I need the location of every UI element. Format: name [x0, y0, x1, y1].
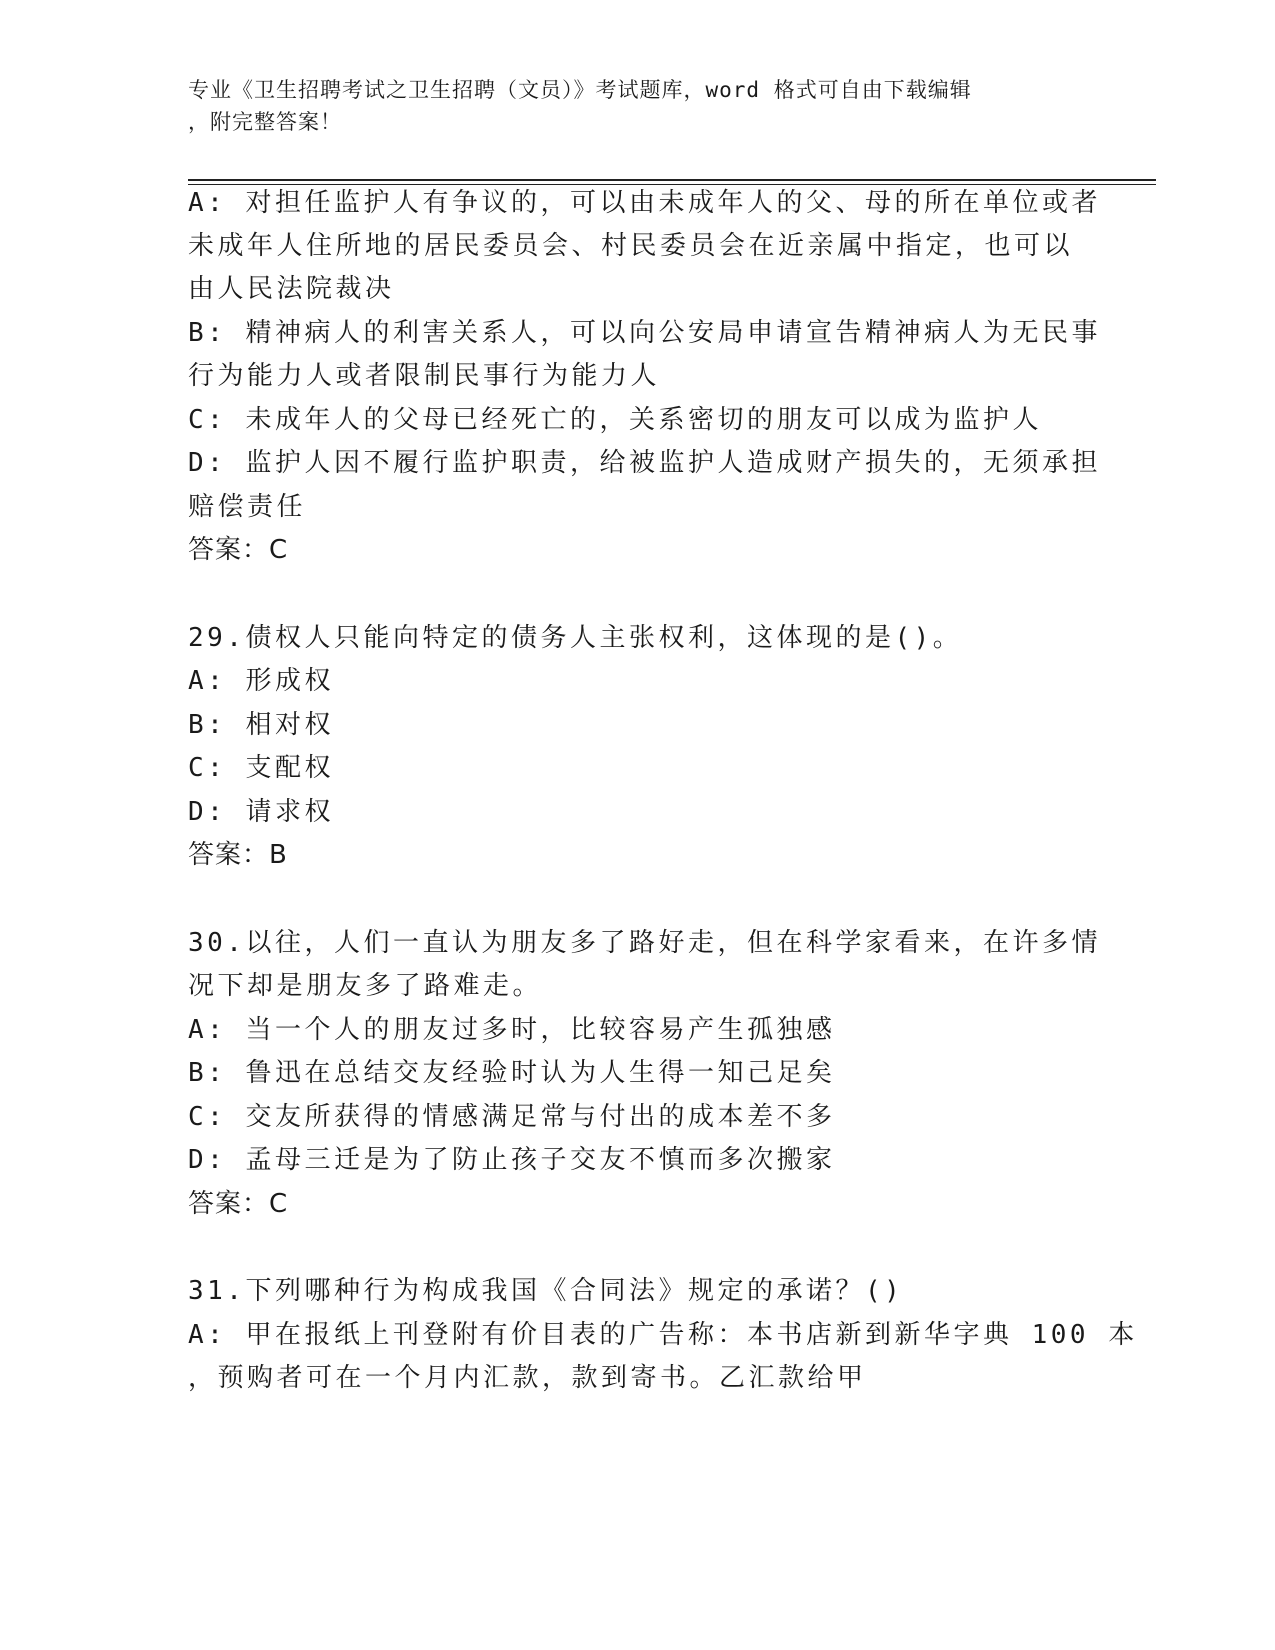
q28-answer: 答案：C: [188, 535, 289, 565]
q30-answer: 答案：C: [188, 1189, 289, 1219]
q31-option-a-line-1: A: 甲在报纸上刊登附有价目表的广告称：本书店新到新华字典 100 本: [188, 1320, 1138, 1350]
q28-option-a-line-2: 未成年人住所地的居民委员会、村民委员会在近亲属中指定，也可以: [188, 231, 1074, 261]
q30-question-line-2: 况下却是朋友多了路难走。: [188, 971, 543, 1001]
q28-option-b-line-2: 行为能力人或者限制民事行为能力人: [188, 361, 661, 391]
q31-option-a-line-2: ，预购者可在一个月内汇款，款到寄书。乙汇款给甲: [188, 1363, 867, 1393]
q30-option-c: C: 交友所获得的情感满足常与付出的成本差不多: [188, 1102, 836, 1132]
q28-option-a-line-1: A: 对担任监护人有争议的，可以由未成年人的父、母的所在单位或者: [188, 188, 1101, 218]
header-line-1: 专业《卫生招聘考试之卫生招聘（文员）》考试题库，word 格式可自由下载编辑: [188, 78, 972, 102]
q28-option-b-line-1: B: 精神病人的利害关系人，可以向公安局申请宣告精神病人为无民事: [188, 318, 1101, 348]
q31-question: 31.下列哪种行为构成我国《合同法》规定的承诺？(): [188, 1276, 904, 1306]
document-header: [188, 74, 1068, 138]
header-divider-thick: [188, 179, 1156, 181]
q28-option-a-line-3: 由人民法院裁决: [188, 274, 395, 304]
q29-option-d: D: 请求权: [188, 797, 334, 827]
q29-option-b: B: 相对权: [188, 710, 334, 740]
q30-question-line-1: 30.以往，人们一直认为朋友多了路好走，但在科学家看来，在许多情: [188, 928, 1101, 958]
q29-question: 29.债权人只能向特定的债务人主张权利，这体现的是()。: [188, 623, 963, 653]
q29-option-c: C: 支配权: [188, 753, 334, 783]
header-line-2: ，附完整答案！: [188, 110, 342, 134]
q28-option-d-line-2: 赔偿责任: [188, 492, 307, 522]
q30-option-d: D: 孟母三迁是为了防止孩子交友不慎而多次搬家: [188, 1145, 836, 1175]
q29-option-a: A: 形成权: [188, 666, 334, 696]
header-divider-thin: [188, 184, 1156, 185]
q30-option-b: B: 鲁迅在总结交友经验时认为人生得一知己足矣: [188, 1058, 836, 1088]
q28-option-c: C: 未成年人的父母已经死亡的，关系密切的朋友可以成为监护人: [188, 405, 1042, 435]
q28-option-d-line-1: D: 监护人因不履行监护职责，给被监护人造成财产损失的，无须承担: [188, 448, 1101, 478]
q30-option-a: A: 当一个人的朋友过多时，比较容易产生孤独感: [188, 1015, 836, 1045]
q29-answer: 答案：B: [188, 840, 288, 870]
